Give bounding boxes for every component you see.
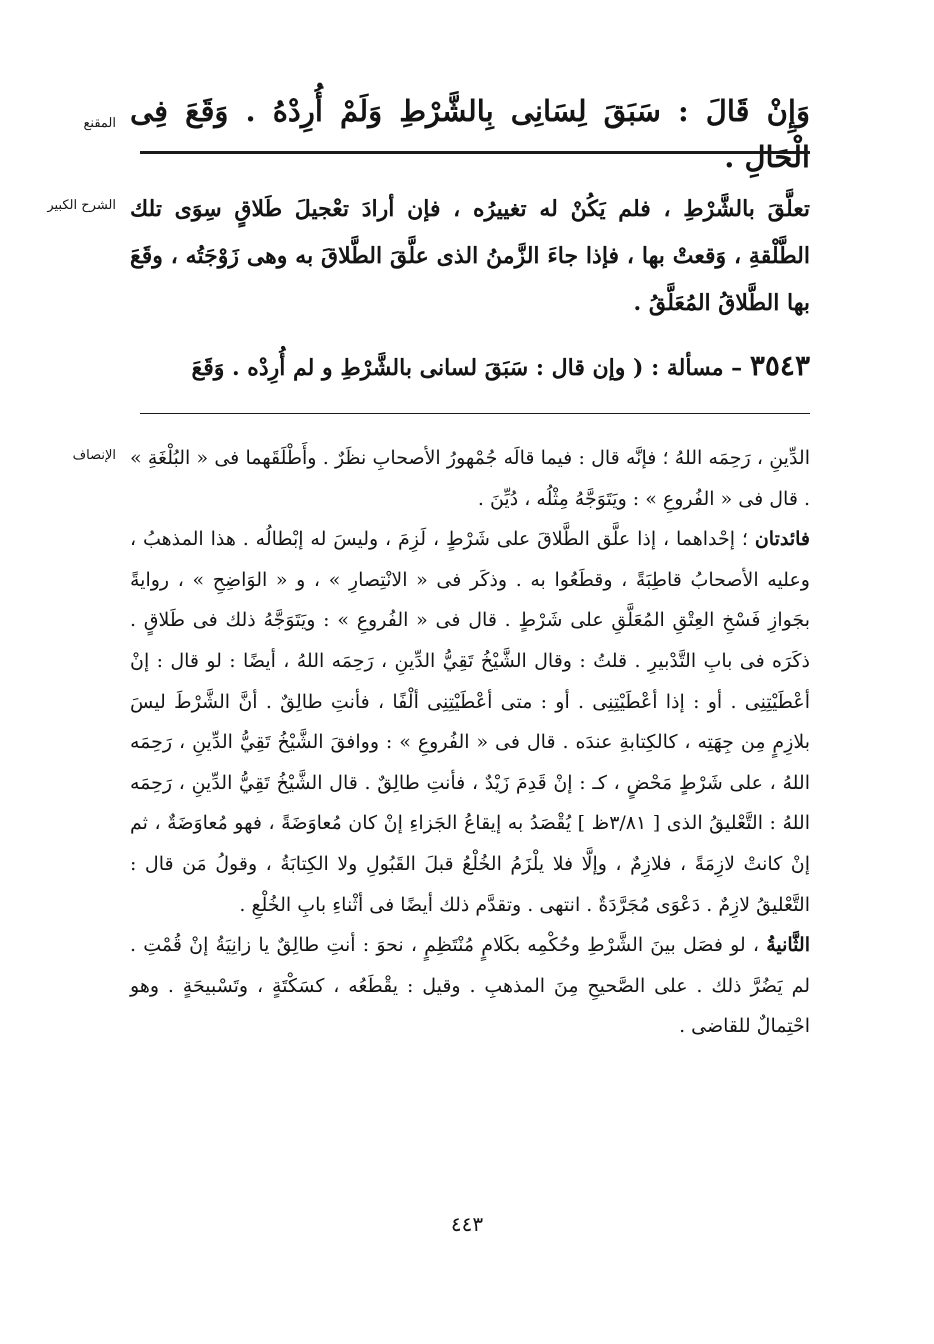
- insaf-paragraph-3: [130, 925, 810, 1047]
- sharh-text: تعلَّقَ بالشَّرْطِ ، فلم يَكُنْ له تغييرُه ، فإن أرادَ تعْجيلَ طَلاقٍ سِوَى تلك الطَّلْقةِ ، وَقعتْ بها ، فإذا جاءَ الزَّمنُ الذى علَّقَ الطَّلاقَ به وهى زَوْجَتُه ، وقَعَ بها الطَّلاقُ المُعَلَّقُ .: [130, 196, 810, 316]
- top-divider: [140, 151, 810, 154]
- middle-divider: [140, 413, 810, 414]
- matn-text: وَإِنْ قَالَ : سَبَقَ لِسَانِى بِالشَّرْطِ وَلَمْ أُرِدْهُ . وَقَعَ فِى الْحَالِ .: [130, 94, 810, 174]
- label-sharh: الشرح الكبير: [47, 198, 116, 213]
- masala-text: – مسألة : ( وإن قال : سَبَقَ لسانى بالشَّرْطِ و لم أُرِدْه . وَقَعَ: [191, 355, 743, 381]
- label-muqni: المقنع: [83, 116, 116, 131]
- insaf-paragraph-1: الدِّينِ ، رَحِمَه اللهُ ؛ فإنَّه قال : فيما قالَه جُمْهورُ الأصحابِ نظَرٌ . وأَطْلَقَهما فى « البُلْغَةِ » . قال فى « الفُروعِ » : ويَتَوَجَّهُ مِثْلُه ، دُيِّنَ .: [130, 447, 810, 510]
- insaf-lead-2: فائدتان: [754, 528, 810, 551]
- insaf-paragraph-2: [130, 519, 810, 925]
- insaf-text: [130, 438, 810, 1047]
- insaf-lead-3: الثَّانيةُ: [766, 934, 810, 957]
- label-insaf: الإنصاف: [72, 448, 116, 463]
- page-number: ٤٤٣: [450, 1212, 484, 1236]
- insaf-body-2: ؛ إحْداهما ، إذا علَّق الطَّلاقَ على شَرْطٍ ، لَزِمَ ، وليسَ له إبْطالُه . هذا المذهبُ ، وعليه الأصحابُ قاطِبَةً ، وقطَعُوا به . وذكَر فى « الانْتِصارِ » ، و « الوَاضِحِ » ، روايةً بجَوازِ فَسْخِ العِتْقِ المُعَلَّقِ على شَرْطٍ . قال فى « الفُروعِ » : ويَتَوَجَّهُ ذلك فى طَلاقٍ . ذكَرَه فى بابِ التَّدْبيرِ . قلتُ : وقال الشَّيْخُ تَقِيُّ الدِّينِ ، رَحِمَه اللهُ ، أيضًا : لو قال : إنْ أعْطَيْتِنِى . أو : إذا أعْطَيْتِنِى . أو : متى أعْطَيْتِنِى ألْفًا ، فأنتِ طالِقٌ . أنَّ الشَّرْطَ ليسَ بلازِمٍ مِن جِهَتِه ، كالكِتابةِ عندَه . قال فى « الفُروعِ » : ووافقَ الشَّيْخُ تَقِيُّ الدِّينِ ، رَحِمَه اللهُ ، على شَرْطٍ مَحْضٍ ، كـ : إنْ قَدِمَ زَيْدٌ ، فأنتِ طالِقٌ . قال الشَّيْخُ تَقِيُّ الدِّينِ ، رَحِمَه اللهُ : التَّعْليقُ الذى [ ٣/٨١ظ ] يُقْصَدُ به إيقاعُ الجَزاءِ إنْ كان مُعاوَضَةً ، فهو مُعاوَضَةٌ ، ثم إنْ كانتْ لازِمَةً ، فلازِمٌ ، وإلَّا فلا يلْزَمُ الخُلْعُ قبلَ القَبُولِ ولا الكِتابَةُ ، وقولُ مَن قال : التَّعْليقُ لازِمٌ . دَعْوَى مُجَرَّدَةٌ . انتهى . وتقدَّم ذلك أيضًا فى أثْناءِ بابِ الخُلْعِ .: [130, 528, 810, 916]
- masala-line: [130, 344, 810, 390]
- insaf-body-3: ، لو فصَل بينَ الشَّرْطِ وحُكْمِه بكَلامٍ مُنْتَظِمٍ ، نحوَ : أنتِ طالِقٌ يا زانِيَةُ إنْ قُمْتِ . لم يَضُرَّ ذلك . على الصَّحيحِ مِنَ المذهبِ . وقيل : يقْطَعُه ، كسَكْتَةٍ ، وتَسْبيحَةٍ . وهو احْتِمالٌ للقاضى .: [130, 934, 810, 1038]
- masala-number: ٣٥٤٣: [749, 349, 810, 382]
